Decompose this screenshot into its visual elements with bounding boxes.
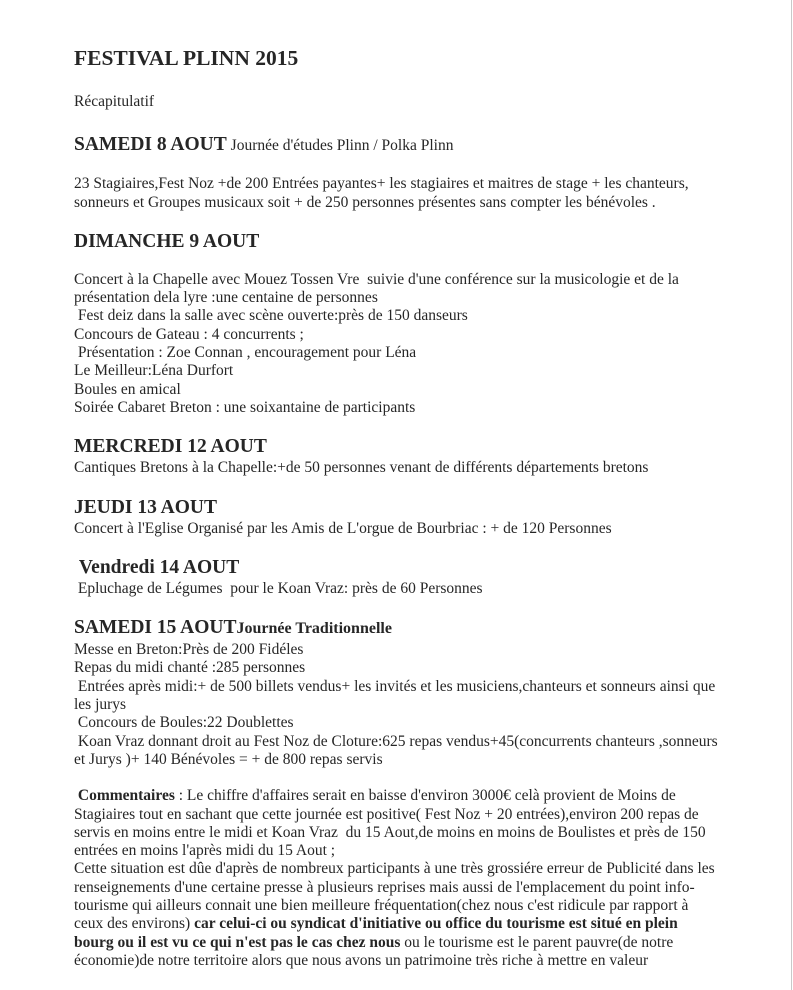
body-line: Entrées après midi:+ de 500 billets vendus+ les invités et les musiciens,chanteurs et sonneurs ainsi que les jurys	[74, 677, 720, 714]
document-title: FESTIVAL PLINN 2015	[74, 46, 299, 70]
body-line: Fest deiz dans la salle avec scène ouverte:près de 150 danseurs	[74, 307, 468, 325]
section-mercredi-12-aout	[74, 435, 719, 477]
heading-text: SAMEDI 15 AOUT	[74, 617, 237, 639]
section-heading-samedi-15	[74, 616, 719, 640]
body-line: Cantiques Bretons à la Chapelle:+de 50 personnes venant de différents départements bretons	[74, 459, 649, 477]
body-line: Messe en Breton:Près de 200 Fidéles	[74, 641, 304, 659]
commentaires-paragraph-2: Cette situation est dûe d'après de nombreux participants à une très grossiére erreur de Publicité dans les renseignements d'une certaine presse à plusieurs reprises mais aussi de l'emplacement du point info-tourisme qui ailleurs connait une bien meilleure fréquentation(chez nous c'est ridicule par rapport à ceux des environs) car celui-ci ou syndicat d'initiative ou office du tourisme est situé en plein bourg ou il est vu ce qui n'est pas le cas chez nous ou le tourisme est le parent pauvre(de notre économie)de notre territoire alors que nous avons un patrimoine très riche à mettre en valeur	[74, 860, 719, 969]
heading-text: SAMEDI 8 AOUT	[74, 134, 227, 156]
body-line: 23 Stagiaires,Fest Noz +de 200 Entrées payantes+ les stagiaires et maitres de stage + les chanteurs, sonneurs et Groupes musicaux soit + de 250 personnes présentes sans compter les bénévoles .	[74, 175, 693, 211]
section-jeudi-13-aout	[74, 496, 719, 538]
body-line: Epluchage de Légumes pour le Koan Vraz: près de 60 Personnes	[74, 579, 483, 597]
section-commentaires	[74, 787, 719, 970]
commentaires-paragraph-1: Commentaires : Le chiffre d'affaires serait en baisse d'environ 3000€ celà provient de Moins de Stagiaires tout en sachant que cette journée est positive( Fest Noz + 20 entrées),environ 200 repas de servis en moins entre le midi et Koan Vraz du 15 Aout,de moins en moins de Boulistes et près de 150 entrées en moins l'après midi du 15 Aout ;	[74, 787, 710, 860]
body-line: Concours de Boules:22 Doublettes	[74, 714, 294, 732]
section-vendredi-14-aout	[74, 556, 719, 598]
body-line: Concert à la Chapelle avec Mouez Tossen Vre suivie d'une conférence sur la musicologie et de la présentation dela lyre :une centaine de personnes	[74, 270, 683, 307]
section-heading-mercredi-12: MERCREDI 12 AOUT	[74, 436, 267, 458]
heading-suffix: Journée d'études Plinn / Polka Plinn	[226, 137, 454, 155]
document-subtitle: Récapitulatif	[74, 93, 155, 110]
body-line: Concours de Gateau : 4 concurrents ;	[74, 325, 304, 343]
section-heading-jeudi-13: JEUDI 13 AOUT	[74, 496, 218, 518]
body-line: Soirée Cabaret Breton : une soixantaine de participants	[74, 398, 416, 416]
body-line: Koan Vraz donnant droit au Fest Noz de Cloture:625 repas vendus+45(concurrents chanteurs ,sonneurs et Jurys )+ 140 Bénévoles = + de 800 repas servis	[74, 732, 722, 768]
section-samedi-15-aout	[74, 616, 722, 769]
section-dimanche-9-aout	[74, 230, 719, 417]
section-heading-samedi-8	[74, 133, 719, 157]
body-line: Boules en amical	[74, 380, 181, 398]
heading-suffix-bold: Journée Traditionnelle	[236, 620, 392, 638]
section-heading-vendredi-14: Vendredi 14 AOUT	[74, 556, 240, 578]
body-line: Repas du midi chanté :285 personnes	[74, 659, 306, 677]
section-samedi-8-aout	[74, 133, 719, 212]
section-heading-dimanche-9: DIMANCHE 9 AOUT	[74, 230, 260, 252]
body-line: Présentation : Zoe Connan , encouragement pour Léna	[74, 344, 417, 362]
viewport-right-edge-line	[791, 0, 792, 990]
body-line: Le Meilleur:Léna Durfort	[74, 362, 234, 380]
body-line: Concert à l'Eglise Organisé par les Amis de L'orgue de Bourbriac : + de 120 Personnes	[74, 519, 612, 537]
